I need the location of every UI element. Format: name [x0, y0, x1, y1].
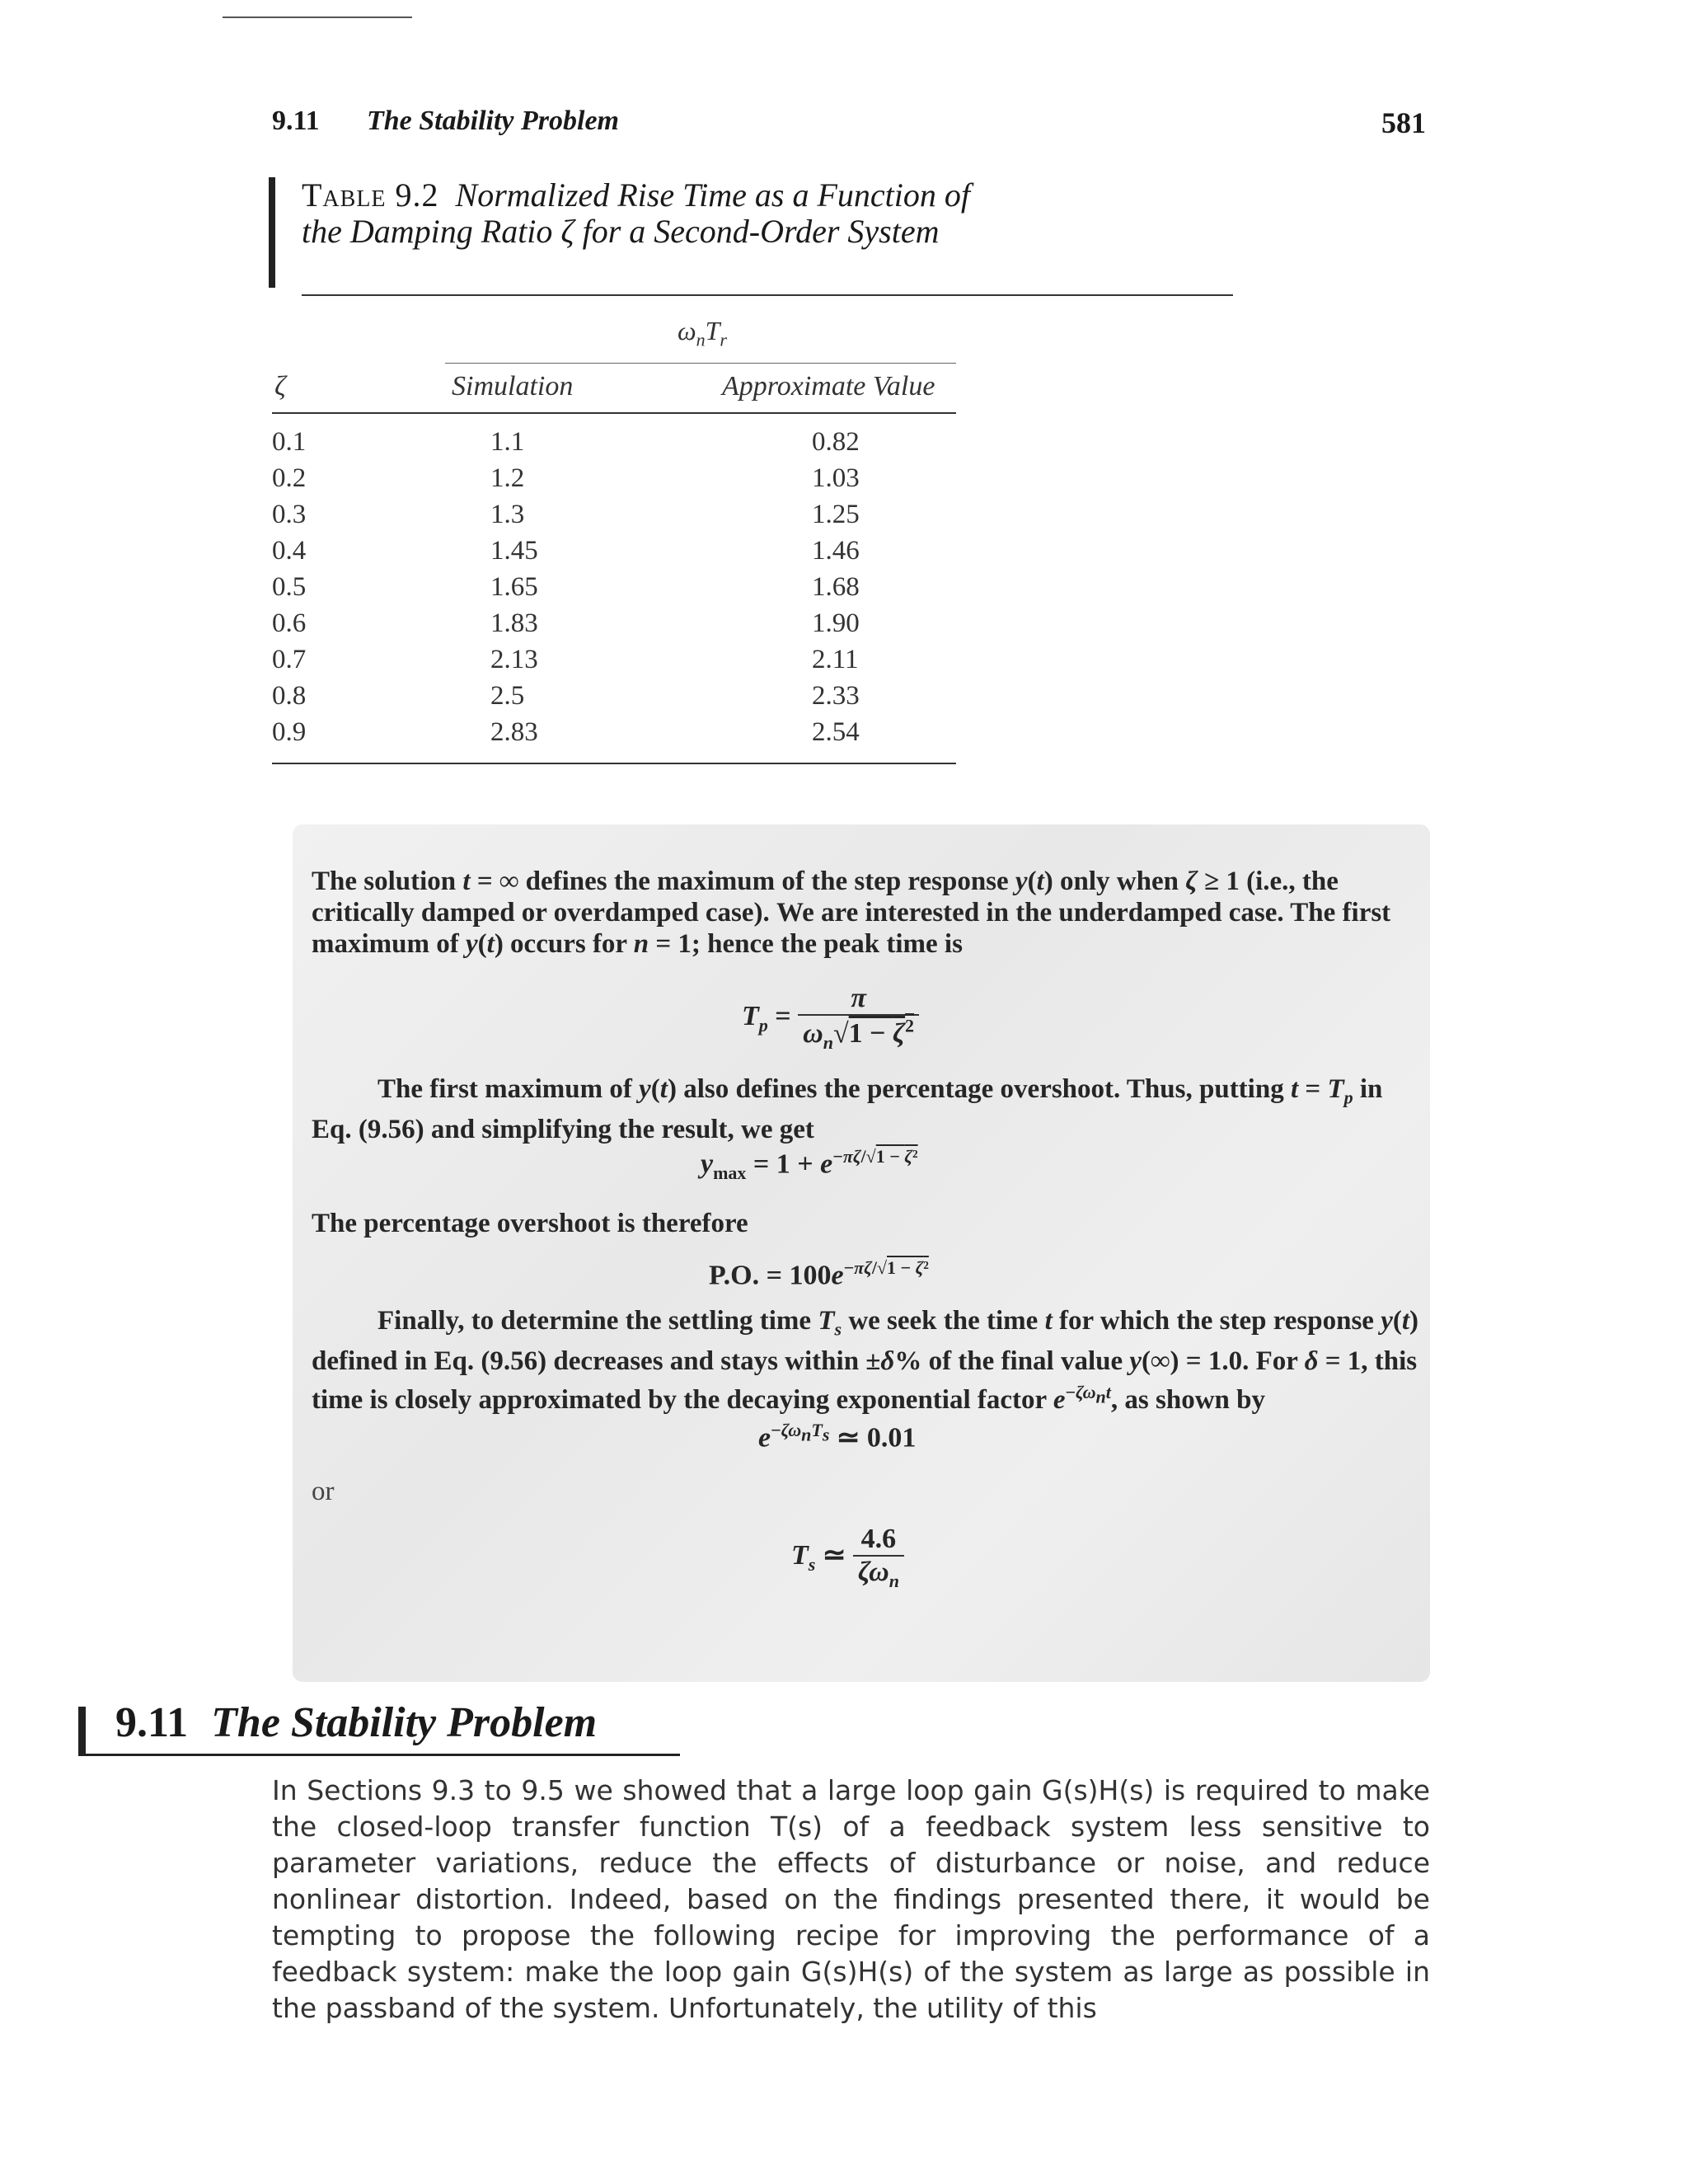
- peak-time-fraction: $\frac{\pi}{\omega_n√1 - \zeta^2}$: [798, 983, 919, 1054]
- table-cell-zeta: 0.1: [272, 427, 307, 457]
- settling-time-fraction: $\frac{4.6}{\zeta\omega_n}$: [853, 1524, 904, 1592]
- table-cell-simulation: 1.83: [490, 608, 538, 638]
- col-header-approx: Approximate Value: [722, 371, 935, 402]
- running-head: [272, 106, 1426, 147]
- table-cell-approx: 2.11: [812, 645, 859, 674]
- derivation-para-1: The solution t = ∞ defines the maximum of the step response y(t) only when ζ ≥ 1 (i.e., the critically damped or overdamped case). We are interested in the underdamped case. The first maximum of y(t) occurs for n = 1; hence the peak time is: [312, 867, 1391, 959]
- group-header: $\omega_nT_r$: [678, 316, 727, 350]
- table-cell-simulation: 2.83: [490, 717, 538, 747]
- caption-title: Normalized Rise Time as a Function of the Damping Ratio ζ for a Second-Order System: [302, 176, 970, 250]
- table-cell-simulation: 1.1: [490, 427, 525, 457]
- table-cell-zeta: 0.9: [272, 717, 307, 747]
- table-bottom-rule: [272, 763, 956, 764]
- equation-percent-overshoot: P.O. = $100e^{-\pi\zeta/√1 - \zeta^2}$: [709, 1257, 929, 1291]
- derivation-para-2: The first maximum of y(t) also defines the percentage overshoot. Thus, putting $t = T_p$ in Eq. (9.56) and simplifying the result, we get: [312, 1074, 1383, 1144]
- group-header-rule: [445, 363, 956, 364]
- table-cell-approx: 1.25: [812, 500, 860, 529]
- table-cell-simulation: 2.13: [490, 645, 538, 674]
- equation-settling-time: $T_s$ ≃ $\frac{4.6}{\zeta\omega_n}$: [791, 1524, 904, 1592]
- col-header-simulation: Simulation: [452, 371, 574, 402]
- running-head-title: The Stability Problem: [367, 106, 619, 136]
- equation-ymax: $y_{max} = 1 + e^{-\pi\zeta/√1 - \zeta^2}$: [701, 1146, 918, 1184]
- equation-exponential-decay: $e^{-\zeta\omega_nT_s}$ ≃ 0.01: [758, 1420, 917, 1454]
- table-cell-zeta: 0.8: [272, 681, 307, 711]
- caption-lead: Table: [302, 176, 387, 214]
- section-title: The Stability Problem: [211, 1699, 598, 1746]
- table-cell-approx: 1.90: [812, 608, 860, 638]
- section-number: 9.11: [115, 1699, 189, 1746]
- equation-peak-time: $T_p$ = $\frac{\pi}{\omega_n√1 - \zeta^2}$: [742, 983, 919, 1054]
- section-paragraph: In Sections 9.3 to 9.5 we showed that a large loop gain G(s)H(s) is required to make the closed-loop transfer function T(s) of a feedback system less sensitive to parameter variations, reduce the effects of disturbance or noise, and reduce nonlinear distortion. Indeed, based on the findings presented there, it would be tempting to propose the following recipe for improving the performance of a feedback system: make the loop gain G(s)H(s) of the system as large as possible in the passband of the system. Unfortunately, the utility of this: [272, 1774, 1430, 2024]
- table-cell-approx: 2.33: [812, 681, 860, 711]
- table-cell-simulation: 1.45: [490, 536, 538, 566]
- table-cell-approx: 1.46: [812, 536, 860, 566]
- table-cell-approx: 2.54: [812, 717, 860, 747]
- section-heading: [115, 1698, 597, 1747]
- header-rule: [272, 412, 956, 414]
- table-cell-zeta: 0.7: [272, 645, 307, 674]
- section-heading-bar: [78, 1707, 86, 1756]
- table-cell-approx: 1.68: [812, 572, 860, 602]
- caption-text: [302, 177, 978, 250]
- table-cell-simulation: 2.5: [490, 681, 525, 711]
- caption-bar: [269, 177, 275, 288]
- table-cell-zeta: 0.6: [272, 608, 307, 638]
- col-header-zeta: ζ: [274, 371, 286, 402]
- caption-rule: [302, 294, 1233, 296]
- table-cell-simulation: 1.65: [490, 572, 538, 602]
- table-cell-zeta: 0.5: [272, 572, 307, 602]
- running-head-section-number: 9.11: [272, 106, 320, 136]
- or-label: or: [312, 1477, 335, 1506]
- table-cell-approx: 0.82: [812, 427, 860, 457]
- caption-number: 9.2: [395, 176, 439, 214]
- table-cell-zeta: 0.4: [272, 536, 307, 566]
- page-number: 581: [1381, 106, 1426, 139]
- section-heading-rule: [78, 1754, 680, 1756]
- derivation-para-4: Finally, to determine the settling time $T_s$ we seek the time t for which the step response y(t) defined in Eq. (9.56) decreases and stays within ±δ% of the final value y(∞) = 1.0. For δ = 1, this time is closely approximated by the decaying exponential factor $e^{-\zeta\omega_nt}$, as shown by: [312, 1306, 1419, 1415]
- table-cell-simulation: 1.2: [490, 463, 525, 493]
- table-cell-simulation: 1.3: [490, 500, 525, 529]
- top-rule: [223, 16, 412, 18]
- table-cell-approx: 1.03: [812, 463, 860, 493]
- derivation-para-3: The percentage overshoot is therefore: [312, 1209, 748, 1238]
- table-cell-zeta: 0.2: [272, 463, 307, 493]
- table-cell-zeta: 0.3: [272, 500, 307, 529]
